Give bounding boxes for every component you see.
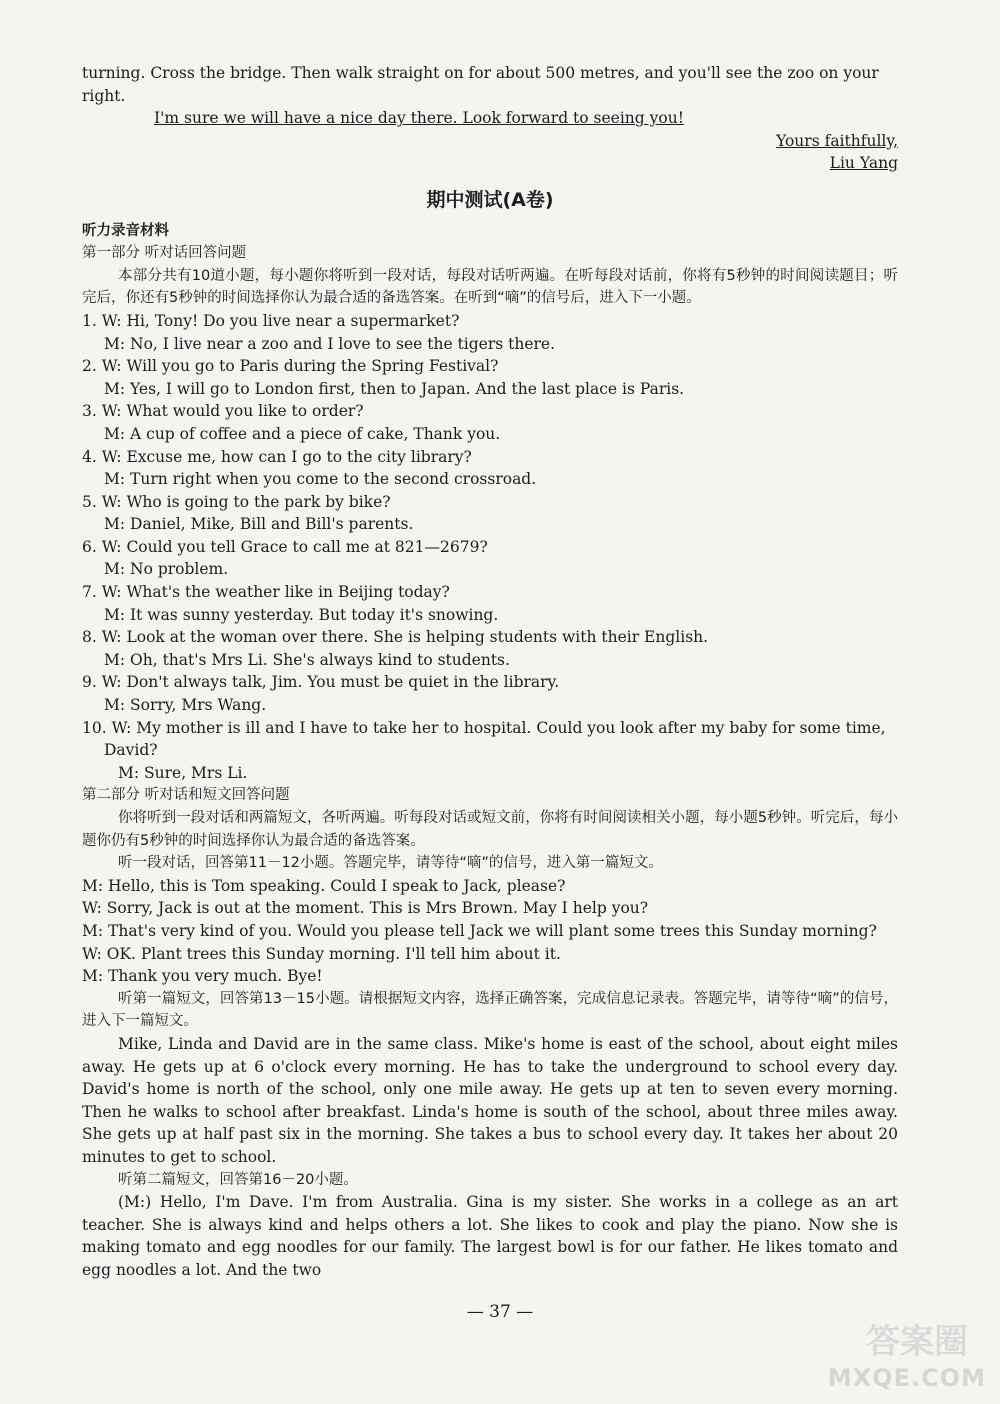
dialogue-6 bbox=[82, 536, 898, 581]
letter-line-2: right. bbox=[82, 86, 126, 105]
dialogue-8 bbox=[82, 626, 898, 671]
dialogue-w: 9. W: Don't always talk, Jim. You must be quiet in the library. bbox=[82, 673, 560, 692]
letter-signature: Liu Yang bbox=[829, 154, 898, 173]
letter-underlined-sentence: I'm sure we will have a nice day there. Look forward to seeing you! bbox=[154, 109, 684, 128]
part2-dialogue-line: W: OK. Plant trees this Sunday morning. I'll tell him about it. bbox=[82, 944, 561, 963]
watermark bbox=[786, 1314, 986, 1392]
dialogue-w: 2. W: Will you go to Paris during the Spring Festival? bbox=[82, 357, 499, 376]
dialogue-5 bbox=[82, 491, 898, 536]
dialogue-m: M: Turn right when you come to the second crossroad. bbox=[104, 470, 537, 489]
exam-title: 期中测试(A卷) bbox=[426, 188, 554, 211]
dialogue-m: M: Oh, that's Mrs Li. She's always kind to students. bbox=[104, 650, 510, 669]
dialogue-3 bbox=[82, 400, 898, 445]
part2-dialogue-line: M: That's very kind of you. Would you please tell Jack we will plant some trees this Sunday morning? bbox=[82, 921, 877, 940]
watermark-url: MXQE.COM bbox=[827, 1364, 986, 1392]
dialogue-w: 1. W: Hi, Tony! Do you live near a supermarket? bbox=[82, 311, 460, 330]
dialogue-w: 10. W: My mother is ill and I have to take her to hospital. Could you look after my baby for some time, David? bbox=[82, 718, 886, 760]
dialogue-m: M: No, I live near a zoo and I love to see the tigers there. bbox=[104, 334, 556, 353]
dialogue-10 bbox=[82, 717, 898, 785]
part1-intro: 本部分共有10道小题，每小题你将听到一段对话，每段对话听两遍。在听每段对话前，你将有5秒钟的时间阅读题目；听完后，你还有5秒钟的时间选择你认为最合适的备选答案。在听到“嘀”的信号后，进入下一小题。 bbox=[82, 267, 898, 307]
page-number: — 37 — bbox=[466, 1302, 534, 1322]
part2-dialogue-line: W: Sorry, Jack is out at the moment. This is Mrs Brown. May I help you? bbox=[82, 899, 649, 918]
dialogue-4 bbox=[82, 446, 898, 491]
watermark-logo: 答案圈 bbox=[866, 1322, 968, 1362]
dialogue-m: M: It was sunny yesterday. But today it's snowing. bbox=[104, 605, 499, 624]
part1-heading: 第一部分 听对话回答问题 bbox=[82, 245, 247, 262]
part2-intro: 你将听到一段对话和两篇短文，各听两遍。听每段对话或短文前，你将有时间阅读相关小题，每小题5秒钟。听完后，每小题你仍有5秒钟的时间选择你认为最合适的备选答案。 bbox=[82, 810, 898, 849]
dialogue-w: 6. W: Could you tell Grace to call me at 821—2679? bbox=[82, 537, 488, 556]
dialogue-m: M: Yes, I will go to London first, then to Japan. And the last place is Paris. bbox=[104, 379, 685, 398]
dialogue-m: M: No problem. bbox=[104, 560, 229, 579]
passage1-text: Mike, Linda and David are in the same class. Mike's home is east of the school, about eight miles away. He gets up at 6 o'clock every morning. He has to take the underground to school every day. David's home is north of the school, only one mile away. He gets up at ten to seven every morning. Then he walks to school after breakfast. Linda's home is south of the school, about three miles away. She gets up at half past six in the morning. She takes a bus to school every day. It takes her about 20 minutes to get to school. bbox=[82, 1034, 898, 1166]
dialogue-1 bbox=[82, 310, 898, 355]
letter-closing: Yours faithfully, bbox=[776, 131, 898, 150]
passage1-instruction: 听第一篇短文，回答第13－15小题。请根据短文内容，选择正确答案，完成信息记录表。答题完毕，请等待“嘀”的信号，进入下一篇短文。 bbox=[82, 990, 898, 1030]
dialogue-w: 4. W: Excuse me, how can I go to the city library? bbox=[82, 447, 472, 466]
dialogue-m: M: Sorry, Mrs Wang. bbox=[104, 696, 267, 715]
dialogue-m: M: A cup of coffee and a piece of cake, Thank you. bbox=[104, 424, 501, 443]
dialogue-w: 3. W: What would you like to order? bbox=[82, 402, 364, 421]
dialogue-7 bbox=[82, 581, 898, 626]
dialogue-m: M: Sure, Mrs Li. bbox=[118, 763, 248, 782]
passage2-text: (M:) Hello, I'm Dave. I'm from Australia. Gina is my sister. She works in a college as an art teacher. She is always kind and helps others a lot. She likes to cook and play the piano. Now she is making tomato and egg noodles for our family. The largest bowl is for our father. He likes tomato and egg noodles a lot. And the two bbox=[82, 1193, 898, 1279]
letter-line-1: turning. Cross the bridge. Then walk straight on for about 500 metres, and you'll see the zoo on your bbox=[82, 64, 879, 82]
part2-heading: 第二部分 听对话和短文回答问题 bbox=[82, 787, 290, 804]
part2-dialogue-line: M: Thank you very much. Bye! bbox=[82, 967, 323, 986]
part2-dialogue-instruction: 听一段对话，回答第11－12小题。答题完毕，请等待“嘀”的信号，进入第一篇短文。 bbox=[118, 855, 663, 872]
dialogue-2 bbox=[82, 355, 898, 400]
dialogue-w: 7. W: What's the weather like in Beijing today? bbox=[82, 583, 450, 602]
dialogue-9 bbox=[82, 671, 898, 716]
dialogue-w: 8. W: Look at the woman over there. She is helping students with their English. bbox=[82, 628, 709, 647]
passage2-instruction: 听第二篇短文，回答第16－20小题。 bbox=[118, 1171, 358, 1188]
dialogue-w: 5. W: Who is going to the park by bike? bbox=[82, 492, 391, 511]
page-content bbox=[82, 62, 898, 1281]
section-label: 听力录音材料 bbox=[82, 222, 169, 239]
dialogue-m: M: Daniel, Mike, Bill and Bill's parents. bbox=[104, 515, 414, 534]
part2-dialogue-line: M: Hello, this is Tom speaking. Could I speak to Jack, please? bbox=[82, 876, 566, 895]
